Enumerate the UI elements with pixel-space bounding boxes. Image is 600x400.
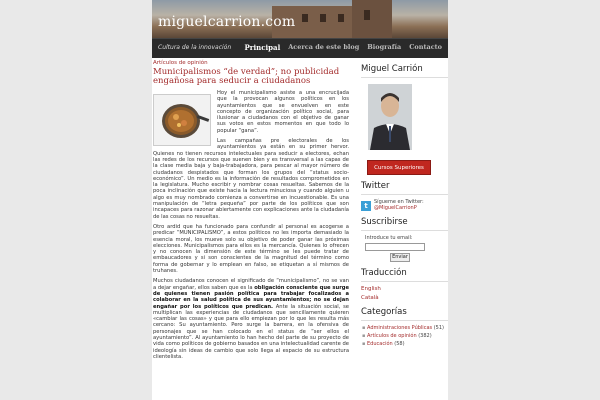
post-paragraph-3: Otro ardid que ha funcionado para confundir al personal es acogerse a predicar “MUNICIPALISMO”, a estos políticos no les importa demasiado la esencia moral, los mueve solo su objetivo de poder ganar las próximas elecciones. Municipalismos para ellos es la mercancía. Quienes lo ofrecen y no conocen la dimensión de este término se les puede tratar de embaucadores y si son conscientes de la magnitud del término como forma de gobernar y lo emplean en falso, se etiquetan a sí mismos de truhanes. xyxy=(153,223,349,275)
post-paragraph-1: Hoy el municipalismo asiste a una encrucijada que la provocan algunos políticos en los ayuntamientos que se envuelven en este concepto de organización político social, para ilusionar a ciudadanos con el objetivo de ganar sus votos en estos momentos en que todo lo popular “gana”. xyxy=(217,90,349,134)
category-item: ▪ Educación (58) xyxy=(361,341,448,347)
post-image-pan xyxy=(153,94,211,146)
lang-english-link[interactable]: English xyxy=(361,286,381,292)
subscribe-widget-title: Suscribirse xyxy=(361,211,448,231)
post-category-link[interactable]: Artículos de opinión xyxy=(153,60,208,66)
twitter-icon[interactable]: t xyxy=(361,201,371,211)
twitter-widget-title: Twitter xyxy=(361,175,448,195)
sidebar xyxy=(361,58,448,400)
twitter-follow[interactable] xyxy=(361,199,448,211)
category-item: ▪ Administraciones Públicas (51) xyxy=(361,325,448,331)
email-label: Introduce tu email: xyxy=(365,235,413,241)
post-paragraph-4: Muchos ciudadanos conocen el significado de “municipalismo”, no se van a dejar engañar, ellos saben que es la obligación consciente que surge de quienes tienen pasión política para trabajar focalizados a colaborar en la salud política de sus ayuntamientos; no se dejan engañar por los políticos que predican. Ante la situación social, se multiplican las experiencias de ciudadanos que sencillamente quieren «cambiar las cosas» y que para ello empiezan por lo que les resulta más cercano: Su ayuntamiento. Pero surge la barrera, en la ofensiva de personajes que se han colocado en el status de “ser ellos el ayuntamiento”. Al ayuntamiento lo han hecho del parte de su proyecto de vida como políticos de gobierno basados en una intelectualidad carente de ideología sin ideas de cambio que solo llega al espacio de su estructura clientelista. xyxy=(153,278,349,360)
post-paragraph-2: Las campañas pre electorales de los ayuntamientos ya están en su primer hervor. Quienes no tienen recursos intelectuales para seducir a electores, echan las redes de los recursos que suenen bien y es transversal a las capas de la clase media baja y baja-trabajadora, para pescar al mayor número de ciudadanos despistados que forman los grupos del “status socio-económico”. Un medio es la información de resultados comprometidos en la legislatura. Mucho escribir y nombrar cosas resueltas. Sabemos de la poca inclinación que existe hacia la lectura minuciosa y cuando alguien u algo es muy nombrado comienza a convertirse en incuestionable. Es una manipulación de “letra pequeña” por parte de los políticos que son incapaces para razonar abiertamente con explicaciones ante la ciudadanía de las cosas no resueltas. xyxy=(153,138,349,220)
post-title[interactable]: Municipalismos “de verdad”; no publicidad engañosa para seducir a ciudadanos xyxy=(153,67,340,86)
author-photo xyxy=(368,84,412,150)
main-nav xyxy=(245,43,442,52)
category-item: ▪ Artículos de opinión (382) xyxy=(361,333,448,339)
tagline: Cultura de la innovación xyxy=(158,44,232,51)
nav-item-biography[interactable]: Biografía xyxy=(367,43,402,51)
author-widget-title: Miguel Carrión xyxy=(361,58,448,78)
category-link[interactable]: Educación xyxy=(367,341,393,347)
nav-item-contact[interactable]: Contacto xyxy=(409,43,442,51)
send-button[interactable]: Enviar xyxy=(390,253,410,262)
lang-catala-link[interactable]: Català xyxy=(361,295,379,301)
nav-item-principal[interactable]: Principal xyxy=(244,43,281,52)
email-input[interactable] xyxy=(365,243,425,251)
main-content xyxy=(153,58,349,400)
nav-item-about[interactable]: Acerca de este blog xyxy=(288,43,360,51)
nav-bar xyxy=(152,38,448,58)
post-body xyxy=(153,90,349,360)
categories-widget-title: Categorías xyxy=(361,301,448,321)
category-link[interactable]: Administraciones Públicas xyxy=(367,325,433,331)
site-title[interactable]: miguelcarrion.com xyxy=(158,14,296,30)
category-link[interactable]: Artículos de opinión xyxy=(367,333,417,339)
site-header xyxy=(152,0,448,58)
translation-widget-title: Traducción xyxy=(361,262,448,282)
twitter-text: Sígueme en Twitter: xyxy=(374,199,424,205)
cursos-superiores-button[interactable]: Cursos Superiores xyxy=(367,160,431,175)
twitter-handle[interactable]: @MiguelCarrionP xyxy=(374,205,417,211)
